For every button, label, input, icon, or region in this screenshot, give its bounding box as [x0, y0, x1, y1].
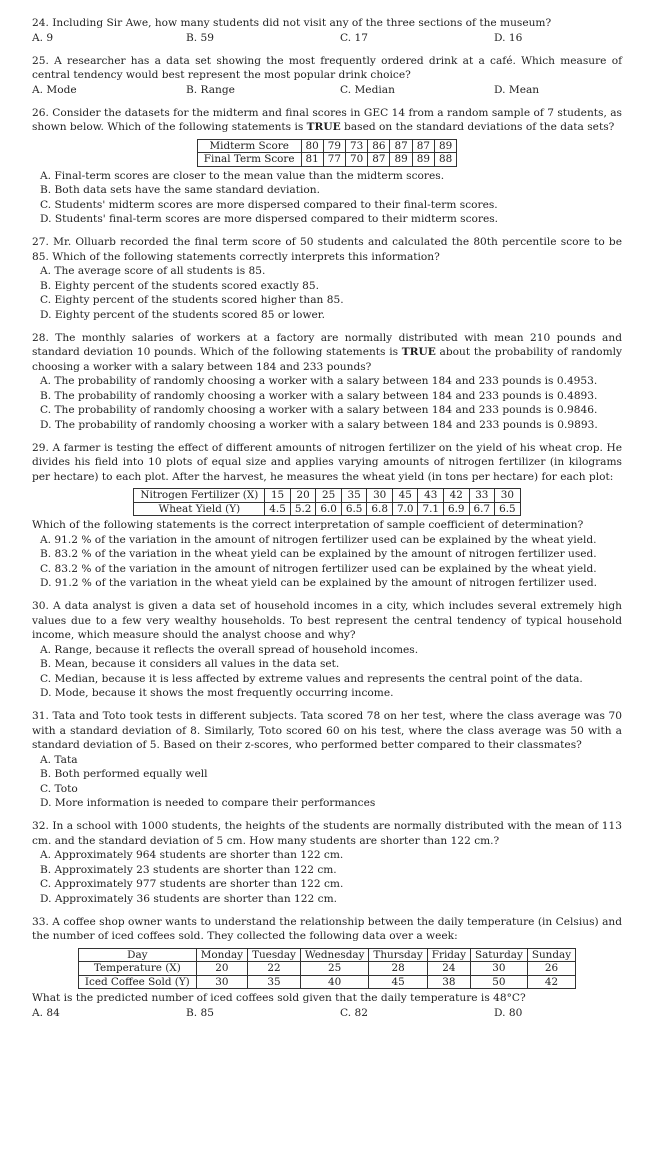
table-cell: Sunday — [527, 948, 575, 962]
table-cell: 20 — [196, 962, 247, 976]
choice-a: A. Final-term scores are closer to the mean value than the midterm scores. — [40, 169, 445, 182]
choice-b: B. Mean, because it considers all values in the data set. — [40, 658, 340, 670]
question-text: Mr. Olluarb recorded the final term score of 50 students and calculated the 80th percentile score to be 85. Which of the following statements correctly interprets this information? — [32, 236, 622, 263]
table-cell: 35 — [248, 975, 301, 989]
choice-list — [32, 264, 622, 322]
choice-d: D. Approximately 36 students are shorter than 122 cm. — [40, 892, 337, 905]
row-label: Day — [78, 948, 196, 962]
question-text: A coffee shop owner wants to understand the relationship between the daily temperature (in Celsius) and the number of iced coffees sold. They collected the following data over a week: — [32, 915, 622, 942]
choice-b: B. 85 — [186, 1006, 214, 1019]
fertilizer-table — [133, 488, 520, 516]
question-number: 31. — [32, 710, 49, 722]
table-row — [78, 962, 575, 976]
question-30 — [32, 599, 622, 701]
table-cell: 45 — [369, 975, 427, 989]
choice-row — [32, 1006, 622, 1021]
table-row — [134, 489, 520, 503]
choice-d: D. 16 — [494, 31, 523, 44]
question-number: 24. — [32, 17, 49, 29]
choice-c: C. Toto — [40, 782, 78, 795]
table-cell: 86 — [368, 139, 390, 153]
table-cell: 77 — [323, 153, 345, 167]
choice-c: C. Median, because it is less affected by extreme values and represents the central point of the data. — [40, 672, 583, 685]
table-cell: 45 — [392, 489, 418, 503]
table-cell: 26 — [527, 962, 575, 976]
table-cell: Friday — [427, 948, 470, 962]
table-cell: Wednesday — [300, 948, 369, 962]
table-cell: 6.7 — [469, 502, 495, 516]
question-29 — [32, 441, 622, 591]
question-text: Including Sir Awe, how many students did not visit any of the three sections of the museum? — [52, 17, 552, 29]
question-number: 30. — [32, 600, 49, 612]
question-prompt: What is the predicted number of iced coffees sold given that the daily temperature is 48°C? — [32, 992, 526, 1004]
table-cell: 40 — [300, 975, 369, 989]
question-33 — [32, 915, 622, 1021]
question-text: A farmer is testing the effect of different amounts of nitrogen fertilizer on the yield of his wheat crop. He divides his field into 10 plots of equal size and applies varying amounts of nitrogen fertilizer (in kilograms per hectare) to each plot. After the harvest, he measures the wheat yield (in tons per hectare) for each plot: — [32, 441, 622, 483]
table-row — [78, 975, 575, 989]
row-label: Iced Coffee Sold (Y) — [78, 975, 196, 989]
question-number: 33. — [32, 915, 49, 928]
question-28 — [32, 331, 622, 433]
row-label: Final Term Score — [197, 153, 301, 167]
question-31 — [32, 709, 622, 811]
table-cell: 80 — [301, 139, 323, 153]
choice-c: C. 83.2 % of the variation in the amount of nitrogen fertilizer used can be explained by the wheat yield. — [40, 562, 597, 575]
table-cell: 81 — [301, 153, 323, 167]
table-cell: 25 — [300, 962, 369, 976]
iced-coffee-table — [78, 948, 576, 990]
table-cell: 35 — [341, 489, 367, 503]
table-cell: 24 — [427, 962, 470, 976]
table-cell: 6.5 — [495, 502, 521, 516]
question-text-cont: based on the standard deviations of the data sets? — [340, 121, 615, 133]
table-cell: Tuesday — [248, 948, 301, 962]
question-number: 27. — [32, 236, 49, 248]
choice-a: A. Approximately 964 students are shorter than 122 cm. — [40, 849, 344, 861]
question-26 — [32, 106, 622, 227]
table-cell: 89 — [434, 139, 456, 153]
table-cell: 89 — [390, 153, 412, 167]
choice-b: B. Both performed equally well — [40, 768, 208, 780]
choice-d: D. 80 — [494, 1006, 523, 1019]
choice-b: B. Eighty percent of the students scored exactly 85. — [40, 279, 320, 292]
table-cell: 88 — [434, 153, 456, 167]
question-text: Tata and Toto took tests in different subjects. Tata scored 78 on her test, where the class average was 70 with a standard deviation of 8. Similarly, Toto scored 60 on his test, where the class average was 50 with a standard deviation of 5. Based on their z-scores, who performed better compared to their classmates? — [32, 710, 622, 751]
table-cell: 87 — [368, 153, 390, 167]
table-cell: 28 — [369, 962, 427, 976]
table-cell: 22 — [248, 962, 301, 976]
choice-d: D. 91.2 % of the variation in the wheat yield can be explained by the amount of nitrogen fertilizer used. — [40, 577, 598, 589]
choice-a: A. Tata — [40, 753, 78, 766]
choice-c: C. Students' midterm scores are more dispersed compared to their final-term scores. — [40, 198, 498, 211]
table-cell: 6.0 — [316, 502, 342, 516]
table-cell: 4.5 — [265, 502, 291, 516]
emphasis-true: TRUE — [401, 346, 436, 358]
question-number: 25. — [32, 54, 49, 67]
question-25 — [32, 54, 622, 98]
row-label: Temperature (X) — [78, 962, 196, 976]
table-cell: 6.8 — [367, 502, 393, 516]
choice-list — [32, 753, 622, 811]
table-cell: 7.1 — [418, 502, 444, 516]
choice-b: B. Both data sets have the same standard deviation. — [40, 184, 320, 196]
table-cell: 42 — [527, 975, 575, 989]
table-cell: 43 — [418, 489, 444, 503]
table-cell: Saturday — [470, 948, 527, 962]
table-cell: 30 — [196, 975, 247, 989]
table-cell: 87 — [412, 139, 434, 153]
choice-d: D. Mode, because it shows the most frequently occurring income. — [40, 687, 394, 699]
choice-row — [32, 31, 622, 46]
choice-list — [32, 533, 622, 591]
table-cell: Thursday — [369, 948, 427, 962]
choice-a: A. 91.2 % of the variation in the amount of nitrogen fertilizer used can be explained by the wheat yield. — [40, 533, 597, 546]
choice-list — [32, 169, 622, 227]
table-cell: 15 — [265, 489, 291, 503]
choice-list — [32, 848, 622, 906]
table-cell: 89 — [412, 153, 434, 167]
question-number: 28. — [32, 331, 49, 344]
choice-c: C. Eighty percent of the students scored higher than 85. — [40, 294, 344, 306]
choice-a: A. The probability of randomly choosing a worker with a salary between 184 and 233 pounds is 0.4953. — [40, 375, 598, 387]
table-cell: 20 — [290, 489, 316, 503]
choice-c: C. 82 — [340, 1006, 368, 1019]
row-label: Nitrogen Fertilizer (X) — [134, 489, 265, 503]
question-text: In a school with 1000 students, the heights of the students are normally distributed with the mean of 113 cm. and the standard deviation of 5 cm. How many students are shorter than 122 cm.? — [32, 820, 622, 847]
choice-list — [32, 374, 622, 432]
table-cell: 79 — [323, 139, 345, 153]
table-cell: 6.9 — [444, 502, 470, 516]
choice-c: C. Approximately 977 students are shorter than 122 cm. — [40, 878, 344, 890]
choice-a: A. 9 — [32, 31, 54, 44]
choice-c: C. Median — [340, 83, 395, 96]
choice-b: B. The probability of randomly choosing a worker with a salary between 184 and 233 pounds is 0.4893. — [40, 389, 598, 402]
table-cell: 70 — [346, 153, 368, 167]
choice-c: C. The probability of randomly choosing a worker with a salary between 184 and 233 pounds is 0.9846. — [40, 404, 598, 416]
row-label: Wheat Yield (Y) — [134, 502, 265, 516]
table-cell: 87 — [390, 139, 412, 153]
table-cell: 38 — [427, 975, 470, 989]
question-text: A researcher has a data set showing the most frequently ordered drink at a café. Which measure of central tendency would best represent the most popular drink choice? — [32, 54, 622, 81]
table-cell: 30 — [367, 489, 393, 503]
question-text: Consider the datasets for the midterm and final scores in GEC 14 from a random sample of 7 students, as shown below. Which of the following statements is — [32, 106, 622, 133]
choice-a: A. Range, because it reflects the overall spread of household incomes. — [40, 643, 419, 656]
question-text: A data analyst is given a data set of household incomes in a city, which includes several extremely high values due to a few very wealthy households. To best represent the central tendency of typical household income, which measure should the analyst choose and why? — [32, 600, 622, 641]
choice-d: D. Mean — [494, 83, 540, 96]
table-cell: 30 — [470, 962, 527, 976]
table-cell: 73 — [346, 139, 368, 153]
choice-b: B. Approximately 23 students are shorter than 122 cm. — [40, 863, 337, 876]
choice-c: C. 17 — [340, 31, 368, 44]
table-cell: 7.0 — [392, 502, 418, 516]
choice-row — [32, 83, 622, 98]
row-label: Midterm Score — [197, 139, 301, 153]
choice-a: A. Mode — [32, 83, 77, 96]
table-row — [134, 502, 520, 516]
question-prompt: Which of the following statements is the correct interpretation of sample coefficient of determination? — [32, 519, 584, 531]
table-row — [197, 139, 456, 153]
table-cell: 50 — [470, 975, 527, 989]
choice-a: A. The average score of all students is 85. — [40, 265, 266, 277]
choice-d: D. More information is needed to compare their performances — [40, 797, 376, 809]
question-32 — [32, 819, 622, 906]
choice-d: D. Students' final-term scores are more dispersed compared to their midterm scores. — [40, 213, 499, 225]
question-number: 32. — [32, 820, 49, 832]
choice-b: B. 83.2 % of the variation in the wheat yield can be explained by the amount of nitrogen fertilizer used. — [40, 548, 597, 560]
choice-d: D. Eighty percent of the students scored 85 or lower. — [40, 308, 326, 321]
table-cell: Monday — [196, 948, 247, 962]
question-number: 29. — [32, 441, 49, 454]
choice-list — [32, 643, 622, 701]
table-cell: 33 — [469, 489, 495, 503]
choice-b: B. 59 — [186, 31, 214, 44]
table-row — [78, 948, 575, 962]
table-cell: 5.2 — [290, 502, 316, 516]
scores-table — [197, 139, 457, 167]
question-27 — [32, 235, 622, 322]
table-cell: 30 — [495, 489, 521, 503]
table-cell: 25 — [316, 489, 342, 503]
question-24 — [32, 16, 622, 45]
choice-a: A. 84 — [32, 1006, 60, 1019]
choice-d: D. The probability of randomly choosing a worker with a salary between 184 and 233 pounds is 0.9893. — [40, 418, 598, 431]
question-number: 26. — [32, 106, 49, 119]
table-row — [197, 153, 456, 167]
table-cell: 42 — [444, 489, 470, 503]
question-text-cont: about the probability of randomly choosing a worker with a salary between 184 and 233 pounds? — [32, 346, 622, 373]
choice-b: B. Range — [186, 83, 235, 96]
question-text: The monthly salaries of workers at a factory are normally distributed with mean 210 pounds and standard deviation 10 pounds. Which of the following statements is — [32, 331, 622, 358]
emphasis-true: TRUE — [306, 121, 341, 133]
table-cell: 6.5 — [341, 502, 367, 516]
